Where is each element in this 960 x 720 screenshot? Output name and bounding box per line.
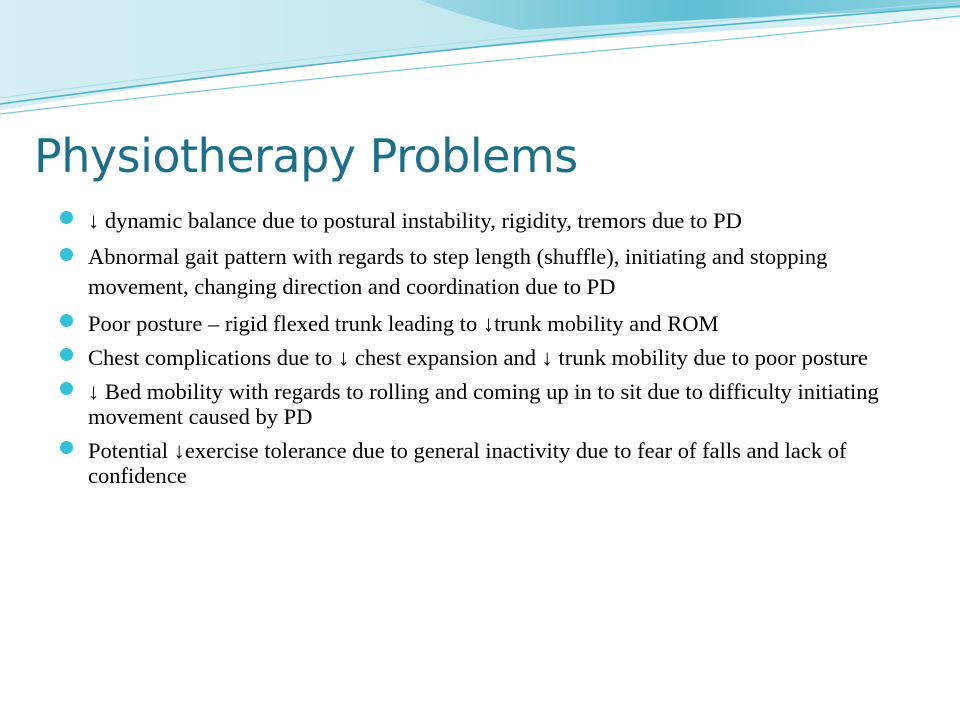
- bullet-item: [60, 311, 890, 336]
- bullet-text: Chest complications due to ↓ chest expansion and ↓ trunk mobility due to poor posture: [88, 345, 868, 370]
- bullet-icon: [60, 211, 73, 224]
- bullet-icon: [60, 441, 73, 454]
- header-wave-decoration: [0, 0, 960, 120]
- bullet-icon: [60, 348, 73, 361]
- bullet-item: [60, 242, 890, 302]
- bullet-item: [60, 379, 890, 429]
- bullet-text: ↓ dynamic balance due to postural instability, rigidity, tremors due to PD: [88, 208, 742, 233]
- bullet-item: [60, 438, 890, 488]
- slide-title: Physiotherapy Problems: [34, 129, 578, 183]
- bullet-text: Poor posture – rigid flexed trunk leading to ↓trunk mobility and ROM: [88, 311, 719, 336]
- bullet-list: [60, 208, 890, 497]
- bullet-icon: [60, 314, 73, 327]
- bullet-text: Potential ↓exercise tolerance due to general inactivity due to fear of falls and lack of confidence: [88, 438, 847, 488]
- bullet-item: [60, 208, 890, 233]
- bullet-item: [60, 345, 890, 370]
- bullet-icon: [60, 248, 73, 261]
- bullet-text: ↓ Bed mobility with regards to rolling and coming up in to sit due to difficulty initiating movement caused by PD: [88, 379, 879, 429]
- bullet-text: Abnormal gait pattern with regards to step length (shuffle), initiating and stopping movement, changing direction and coordination due to PD: [88, 244, 828, 299]
- bullet-icon: [60, 382, 73, 395]
